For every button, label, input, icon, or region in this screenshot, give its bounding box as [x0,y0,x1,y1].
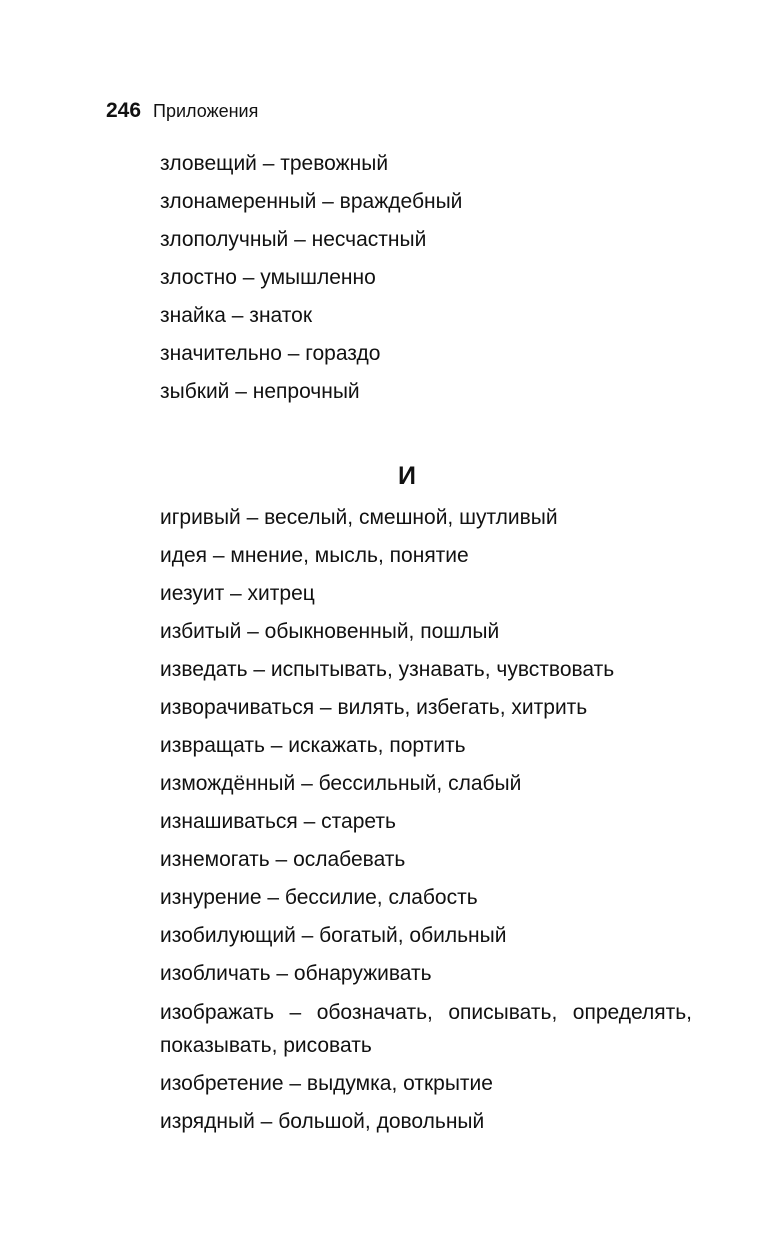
dictionary-entry: изнурение – бессилие, слабость [160,886,478,909]
dictionary-entry: изобилующий – богатый, обильный [160,924,507,947]
page-number: 246 [106,99,142,122]
dictionary-entry: зыбкий – непрочный [160,380,360,403]
page-header [106,99,258,127]
section-letter-heading: И [398,462,416,490]
dictionary-entry: изрядный – большой, довольный [160,1110,485,1133]
dictionary-entry: идея – мнение, мысль, понятие [160,544,469,567]
dictionary-entry: изнашиваться – стареть [160,810,396,833]
dictionary-entry: изворачиваться – вилять, избегать, хитрить [160,696,588,719]
dictionary-entry: изобретение – выдумка, открытие [160,1072,493,1095]
dictionary-entry: изображать – обозначать, описывать, определять, показывать, рисовать [160,1001,692,1057]
dictionary-section-i [160,499,700,1141]
dictionary-entry: игривый – веселый, смешной, шутливый [160,506,558,529]
dictionary-entry: измождённый – бессильный, слабый [160,772,522,795]
dictionary-entry: злополучный – несчастный [160,228,427,251]
dictionary-entry: избитый – обыкновенный, пошлый [160,620,500,643]
dictionary-entry: злонамеренный – враждебный [160,190,463,213]
dictionary-entry: злостно – умышленно [160,266,376,289]
dictionary-entry: изобличать – обнаруживать [160,962,432,985]
dictionary-entry: изведать – испытывать, узнавать, чувствовать [160,658,615,681]
dictionary-entry: извращать – искажать, портить [160,734,466,757]
dictionary-entry: изнемогать – ослабевать [160,848,406,871]
dictionary-entry: значительно – гораздо [160,342,381,365]
running-head: Приложения [153,101,259,121]
dictionary-entry: иезуит – хитрец [160,582,315,605]
dictionary-entry: знайка – знаток [160,304,313,327]
dictionary-entry: зловещий – тревожный [160,152,389,175]
dictionary-section-z [160,145,700,411]
